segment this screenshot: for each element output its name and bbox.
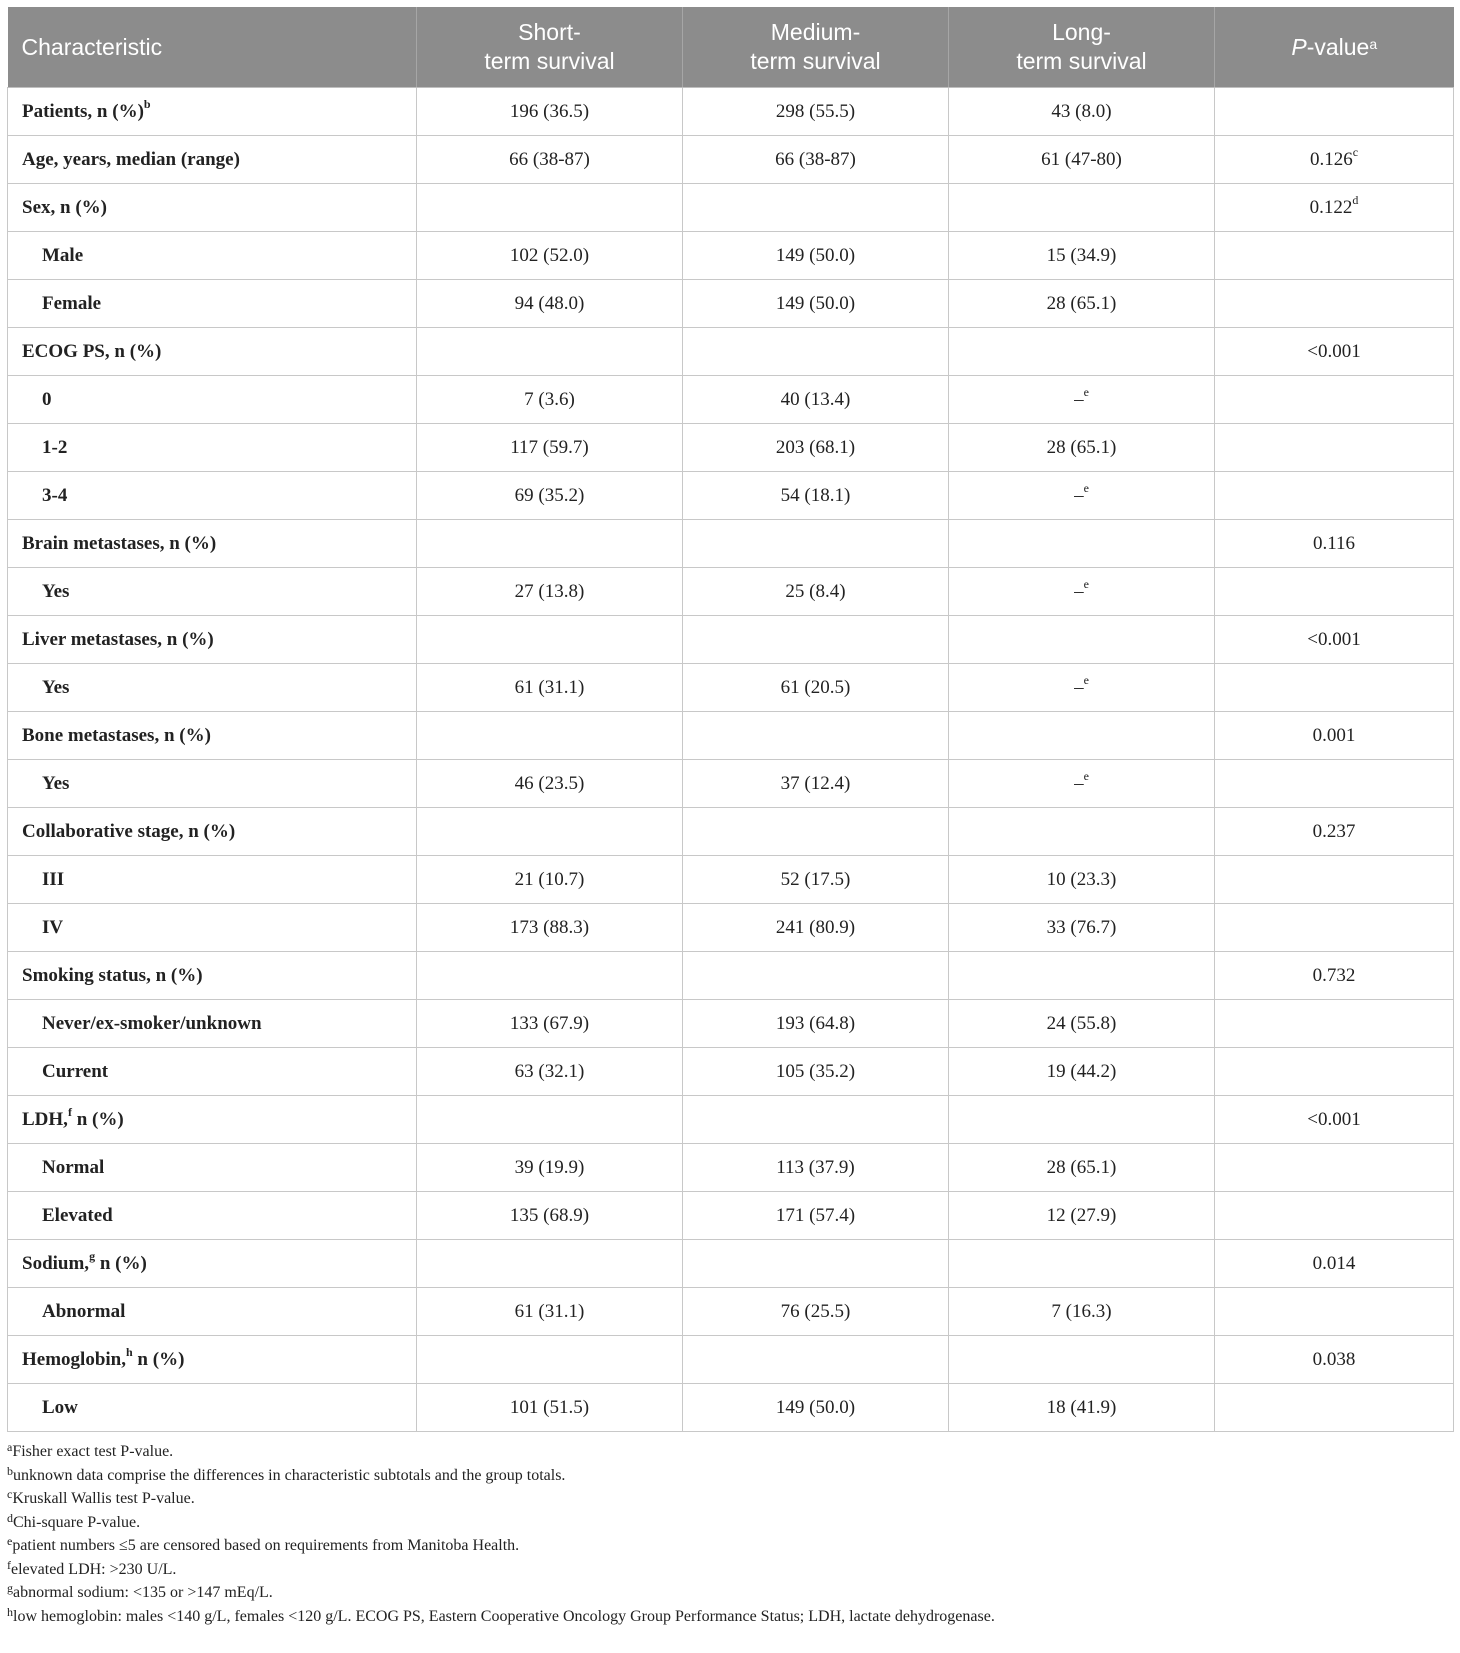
cell-p-value (1215, 856, 1454, 904)
cell-c3: –$^e$ (949, 568, 1215, 616)
table-row (8, 904, 1454, 952)
row-label-current: Current (8, 1048, 417, 1096)
cell-c2 (683, 712, 949, 760)
cell-c2: 171 (57.4) (683, 1192, 949, 1240)
cell-c2 (683, 1240, 949, 1288)
cell-p-value (1215, 1000, 1454, 1048)
cell-p-value: 0.001 (1215, 712, 1454, 760)
cell-p-value (1215, 280, 1454, 328)
cell-c1: 94 (48.0) (417, 280, 683, 328)
cell-c3 (949, 616, 1215, 664)
footnote-g: $^g$abnormal sodium: <135 or >147 mEq/L. (7, 1581, 273, 1601)
cell-c2 (683, 1336, 949, 1384)
cell-c1: 7 (3.6) (417, 376, 683, 424)
row-label-low: Low (8, 1384, 417, 1432)
cell-c3: 28 (65.1) (949, 424, 1215, 472)
table-row (8, 616, 1454, 664)
cell-c2: 52 (17.5) (683, 856, 949, 904)
header-long-term-survival: Long- term survival (949, 7, 1215, 88)
cell-c3: 19 (44.2) (949, 1048, 1215, 1096)
cell-c3: –$^e$ (949, 472, 1215, 520)
cell-c1: 21 (10.7) (417, 856, 683, 904)
header-characteristic: Characteristic (8, 7, 417, 88)
table-row (8, 232, 1454, 280)
cell-p-value (1215, 760, 1454, 808)
footnote-mark: e (1083, 672, 1089, 687)
cell-p-value (1215, 376, 1454, 424)
footnote-c: $^c$Kruskall Wallis test P-value. (7, 1487, 195, 1507)
cell-c3: 12 (27.9) (949, 1192, 1215, 1240)
table-row (8, 88, 1454, 136)
cell-c2: 149 (50.0) (683, 280, 949, 328)
table-row (8, 1288, 1454, 1336)
cell-c1: 173 (88.3) (417, 904, 683, 952)
row-label-collaborative-stage-n: Collaborative stage, n (%) (8, 808, 417, 856)
cell-p-value: 0.038 (1215, 1336, 1454, 1384)
cell-c1: 196 (36.5) (417, 88, 683, 136)
table-row (8, 1336, 1454, 1384)
table-row (8, 136, 1454, 184)
row-label-ecog-ps-n: ECOG PS, n (%) (8, 328, 417, 376)
row-label-ldh: LDH,$^f$ n (%) (8, 1096, 417, 1144)
table-row (8, 280, 1454, 328)
cell-c1 (417, 328, 683, 376)
cell-c1: 101 (51.5) (417, 1384, 683, 1432)
cell-c3: 10 (23.3) (949, 856, 1215, 904)
cell-c2 (683, 328, 949, 376)
cell-p-value (1215, 1384, 1454, 1432)
cell-p-value (1215, 232, 1454, 280)
table-row (8, 424, 1454, 472)
cell-c3 (949, 520, 1215, 568)
cell-c1: 66 (38-87) (417, 136, 683, 184)
cell-c2: 40 (13.4) (683, 376, 949, 424)
row-label-never-ex-smoker-unknown: Never/ex-smoker/unknown (8, 1000, 417, 1048)
footnote-mark: c (1352, 144, 1359, 159)
table-row (8, 568, 1454, 616)
table-row (8, 760, 1454, 808)
cell-c2: 105 (35.2) (683, 1048, 949, 1096)
row-label-elevated: Elevated (8, 1192, 417, 1240)
row-label-liver-metastases-n: Liver metastases, n (%) (8, 616, 417, 664)
row-label-iv: IV (8, 904, 417, 952)
cell-c2: 76 (25.5) (683, 1288, 949, 1336)
cell-c1 (417, 184, 683, 232)
footnote-mark: f (67, 1104, 72, 1119)
row-label-normal: Normal (8, 1144, 417, 1192)
cell-p-value (1215, 904, 1454, 952)
row-label-yes: Yes (8, 760, 417, 808)
cell-p-value (1215, 664, 1454, 712)
header-short-term-survival: Short- term survival (417, 7, 683, 88)
row-label-age-years-median-range: Age, years, median (range) (8, 136, 417, 184)
table-row (8, 1000, 1454, 1048)
cell-p-value (1215, 1144, 1454, 1192)
cell-c1: 102 (52.0) (417, 232, 683, 280)
cell-c3 (949, 1336, 1215, 1384)
row-label-patients-n: Patients, n (%)$^b$ (8, 88, 417, 136)
row-label-1-2: 1-2 (8, 424, 417, 472)
table-row (8, 1384, 1454, 1432)
cell-c3: 18 (41.9) (949, 1384, 1215, 1432)
cell-c2: 113 (37.9) (683, 1144, 949, 1192)
table-row (8, 472, 1454, 520)
table-row (8, 952, 1454, 1000)
cell-c1: 39 (19.9) (417, 1144, 683, 1192)
row-label-female: Female (8, 280, 417, 328)
cell-c1: 63 (32.1) (417, 1048, 683, 1096)
cell-c3: 15 (34.9) (949, 232, 1215, 280)
cell-p-value: <0.001 (1215, 616, 1454, 664)
cell-c2: 241 (80.9) (683, 904, 949, 952)
cell-c2: 37 (12.4) (683, 760, 949, 808)
cell-c3 (949, 1096, 1215, 1144)
cell-p-value: 0.237 (1215, 808, 1454, 856)
cell-c3: 24 (55.8) (949, 1000, 1215, 1048)
row-label-yes: Yes (8, 664, 417, 712)
row-label-brain-metastases-n: Brain metastases, n (%) (8, 520, 417, 568)
table-row (8, 1144, 1454, 1192)
cell-c3: 43 (8.0) (949, 88, 1215, 136)
footnote-h: $^h$low hemoglobin: males <140 g/L, females <120 g/L. ECOG PS, Eastern Cooperative Oncology Group Performance Status; LDH, lactate dehydrogenase. (7, 1604, 995, 1625)
table-body (8, 88, 1454, 1432)
header-p-value: P-value$^a$ (1215, 7, 1454, 88)
footnote-b: $^b$unknown data comprise the differences in characteristic subtotals and the group totals. (7, 1463, 566, 1484)
cell-c3 (949, 808, 1215, 856)
cell-c2: 203 (68.1) (683, 424, 949, 472)
table-row (8, 712, 1454, 760)
cell-c1 (417, 1096, 683, 1144)
cell-c1: 117 (59.7) (417, 424, 683, 472)
cell-c1: 61 (31.1) (417, 664, 683, 712)
footnote-f: $^f$elevated LDH: >230 U/L. (7, 1557, 177, 1578)
row-label-smoking-status-n: Smoking status, n (%) (8, 952, 417, 1000)
cell-c3 (949, 712, 1215, 760)
table-row (8, 520, 1454, 568)
cell-c2: 149 (50.0) (683, 1384, 949, 1432)
footnote-mark: e (1083, 480, 1089, 495)
cell-c3 (949, 328, 1215, 376)
footnote-mark: b (143, 96, 151, 111)
cell-c3: –$^e$ (949, 664, 1215, 712)
row-label-iii: III (8, 856, 417, 904)
footnote-mark: e (1083, 768, 1089, 783)
cell-c2: 61 (20.5) (683, 664, 949, 712)
cell-c2: 193 (64.8) (683, 1000, 949, 1048)
table-row (8, 1096, 1454, 1144)
cell-c3 (949, 184, 1215, 232)
table-row (8, 1240, 1454, 1288)
cell-c2 (683, 520, 949, 568)
table-row (8, 856, 1454, 904)
cell-c1: 135 (68.9) (417, 1192, 683, 1240)
cell-p-value: 0.116 (1215, 520, 1454, 568)
cell-c1: 69 (35.2) (417, 472, 683, 520)
footnote-d: $^d$Chi-square P-value. (7, 1510, 141, 1531)
cell-c1: 61 (31.1) (417, 1288, 683, 1336)
table-row (8, 1048, 1454, 1096)
cell-c3: 61 (47-80) (949, 136, 1215, 184)
cell-c1 (417, 808, 683, 856)
table-row (8, 184, 1454, 232)
cell-c1 (417, 1336, 683, 1384)
cell-p-value: 0.122$^d$ (1215, 184, 1454, 232)
header-row (8, 7, 1454, 88)
row-label-abnormal: Abnormal (8, 1288, 417, 1336)
row-label-bone-metastases-n: Bone metastases, n (%) (8, 712, 417, 760)
footnote-a: $^a$Fisher exact test P-value. (7, 1440, 174, 1460)
cell-c2: 54 (18.1) (683, 472, 949, 520)
row-label-3-4: 3-4 (8, 472, 417, 520)
cell-c2 (683, 616, 949, 664)
table-row (8, 664, 1454, 712)
footnotes (7, 1440, 1453, 1628)
table-container (7, 7, 1453, 1628)
cell-c1: 133 (67.9) (417, 1000, 683, 1048)
cell-c2 (683, 184, 949, 232)
cell-p-value (1215, 1192, 1454, 1240)
table-row (8, 328, 1454, 376)
cell-p-value (1215, 1288, 1454, 1336)
cell-c2: 66 (38-87) (683, 136, 949, 184)
characteristics-table (7, 7, 1454, 1432)
cell-c3: –$^e$ (949, 376, 1215, 424)
cell-c3: 28 (65.1) (949, 280, 1215, 328)
cell-c3: 33 (76.7) (949, 904, 1215, 952)
cell-p-value: <0.001 (1215, 1096, 1454, 1144)
cell-p-value: 0.732 (1215, 952, 1454, 1000)
cell-c1 (417, 712, 683, 760)
cell-p-value (1215, 472, 1454, 520)
row-label-0: 0 (8, 376, 417, 424)
table-row (8, 1192, 1454, 1240)
table-row (8, 808, 1454, 856)
cell-p-value (1215, 1048, 1454, 1096)
footnote-mark: g (89, 1248, 96, 1263)
footnote-mark: d (1352, 192, 1359, 207)
cell-p-value (1215, 88, 1454, 136)
cell-c3: 28 (65.1) (949, 1144, 1215, 1192)
table-row (8, 376, 1454, 424)
cell-c2: 25 (8.4) (683, 568, 949, 616)
cell-c1: 46 (23.5) (417, 760, 683, 808)
row-label-hemoglobin: Hemoglobin,$^h$ n (%) (8, 1336, 417, 1384)
cell-c2: 298 (55.5) (683, 88, 949, 136)
cell-c1 (417, 616, 683, 664)
cell-c3 (949, 952, 1215, 1000)
footnote-e: $^e$patient numbers ≤5 are censored based on requirements from Manitoba Health. (7, 1534, 520, 1554)
footnote-mark: h (125, 1344, 133, 1359)
cell-c2 (683, 952, 949, 1000)
cell-p-value (1215, 424, 1454, 472)
row-label-yes: Yes (8, 568, 417, 616)
cell-p-value (1215, 568, 1454, 616)
row-label-sodium: Sodium,$^g$ n (%) (8, 1240, 417, 1288)
footnote-mark: e (1083, 384, 1089, 399)
cell-c3 (949, 1240, 1215, 1288)
cell-c1: 27 (13.8) (417, 568, 683, 616)
cell-p-value: 0.014 (1215, 1240, 1454, 1288)
header-medium-term-survival: Medium- term survival (683, 7, 949, 88)
cell-c3: –$^e$ (949, 760, 1215, 808)
footnote-mark: e (1083, 576, 1089, 591)
cell-c1 (417, 952, 683, 1000)
cell-c1 (417, 1240, 683, 1288)
row-label-male: Male (8, 232, 417, 280)
cell-c3: 7 (16.3) (949, 1288, 1215, 1336)
cell-p-value: 0.126$^c$ (1215, 136, 1454, 184)
cell-c2 (683, 1096, 949, 1144)
cell-c2 (683, 808, 949, 856)
cell-p-value: <0.001 (1215, 328, 1454, 376)
cell-c2: 149 (50.0) (683, 232, 949, 280)
cell-c1 (417, 520, 683, 568)
row-label-sex-n: Sex, n (%) (8, 184, 417, 232)
